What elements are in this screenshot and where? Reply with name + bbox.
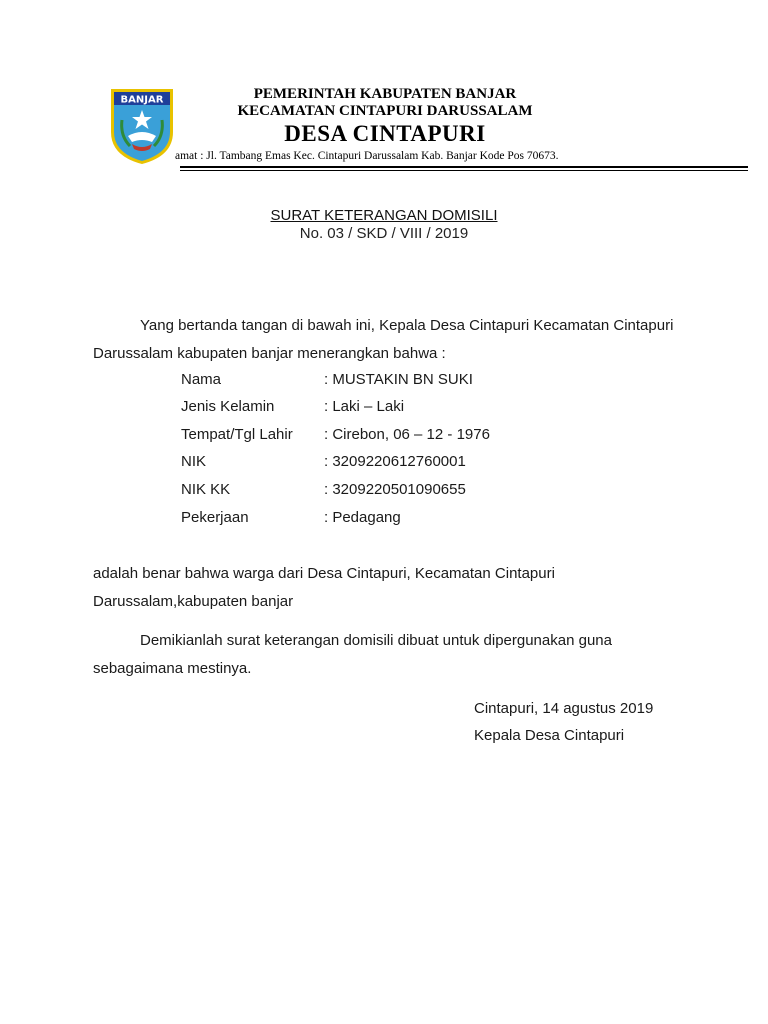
field-label: Pekerjaan (181, 509, 249, 526)
field-label: NIK (181, 453, 207, 470)
field-value: : Laki – Laki (324, 398, 405, 415)
document-title (0, 207, 768, 243)
letterhead (170, 86, 600, 148)
field-row-nik (181, 453, 466, 471)
signature-position: Kepala Desa Cintapuri (474, 727, 625, 744)
letterhead-divider-thick (180, 166, 748, 168)
field-row-name (181, 371, 473, 389)
field-label: Nama (181, 371, 222, 388)
document-number: No. 03 / SKD / VIII / 2019 (299, 225, 469, 242)
banjar-regency-logo (108, 86, 176, 166)
letterhead-address: amat : Jl. Tambang Emas Kec. Cintapuri Darussalam Kab. Banjar Kode Pos 70673. (175, 150, 559, 162)
field-value: : MUSTAKIN BN SUKI (324, 371, 473, 388)
field-row-nik-kk (181, 481, 466, 499)
statement-paragraph: adalah benar bahwa warga dari Desa Cintapuri, Kecamatan Cintapuri Darussalam,kabupaten banjar (93, 565, 555, 610)
letterhead-district: KECAMATAN CINTAPURI DARUSSALAM (237, 103, 533, 119)
closing-paragraph: Demikianlah surat keterangan domisili dibuat untuk dipergunakan guna sebagaimana mestinya. (93, 632, 612, 677)
logo-label: BANJAR (120, 94, 164, 106)
field-value: : 3209220612760001 (324, 453, 466, 470)
letterhead-village: DESA CINTAPURI (284, 121, 486, 146)
field-label: Tempat/Tgl Lahir (181, 426, 293, 443)
document-heading: SURAT KETERANGAN DOMISILI (270, 207, 498, 224)
field-value: : 3209220501090655 (324, 481, 466, 498)
letterhead-divider-thin (180, 170, 748, 171)
field-row-birth (181, 426, 490, 444)
intro-paragraph: Yang bertanda tangan di bawah ini, Kepala Desa Cintapuri Kecamatan Cintapuri Darussalam kabupaten banjar menerangkan bahwa : (93, 317, 674, 362)
field-value: : Cirebon, 06 – 12 - 1976 (324, 426, 490, 443)
field-value: : Pedagang (324, 509, 401, 526)
field-row-gender (181, 398, 404, 416)
letterhead-government: PEMERINTAH KABUPATEN BANJAR (253, 86, 517, 102)
signature-place-date: Cintapuri, 14 agustus 2019 (474, 700, 654, 717)
field-label: Jenis Kelamin (181, 398, 275, 415)
field-label: NIK KK (181, 481, 231, 498)
field-row-occupation (181, 509, 401, 527)
